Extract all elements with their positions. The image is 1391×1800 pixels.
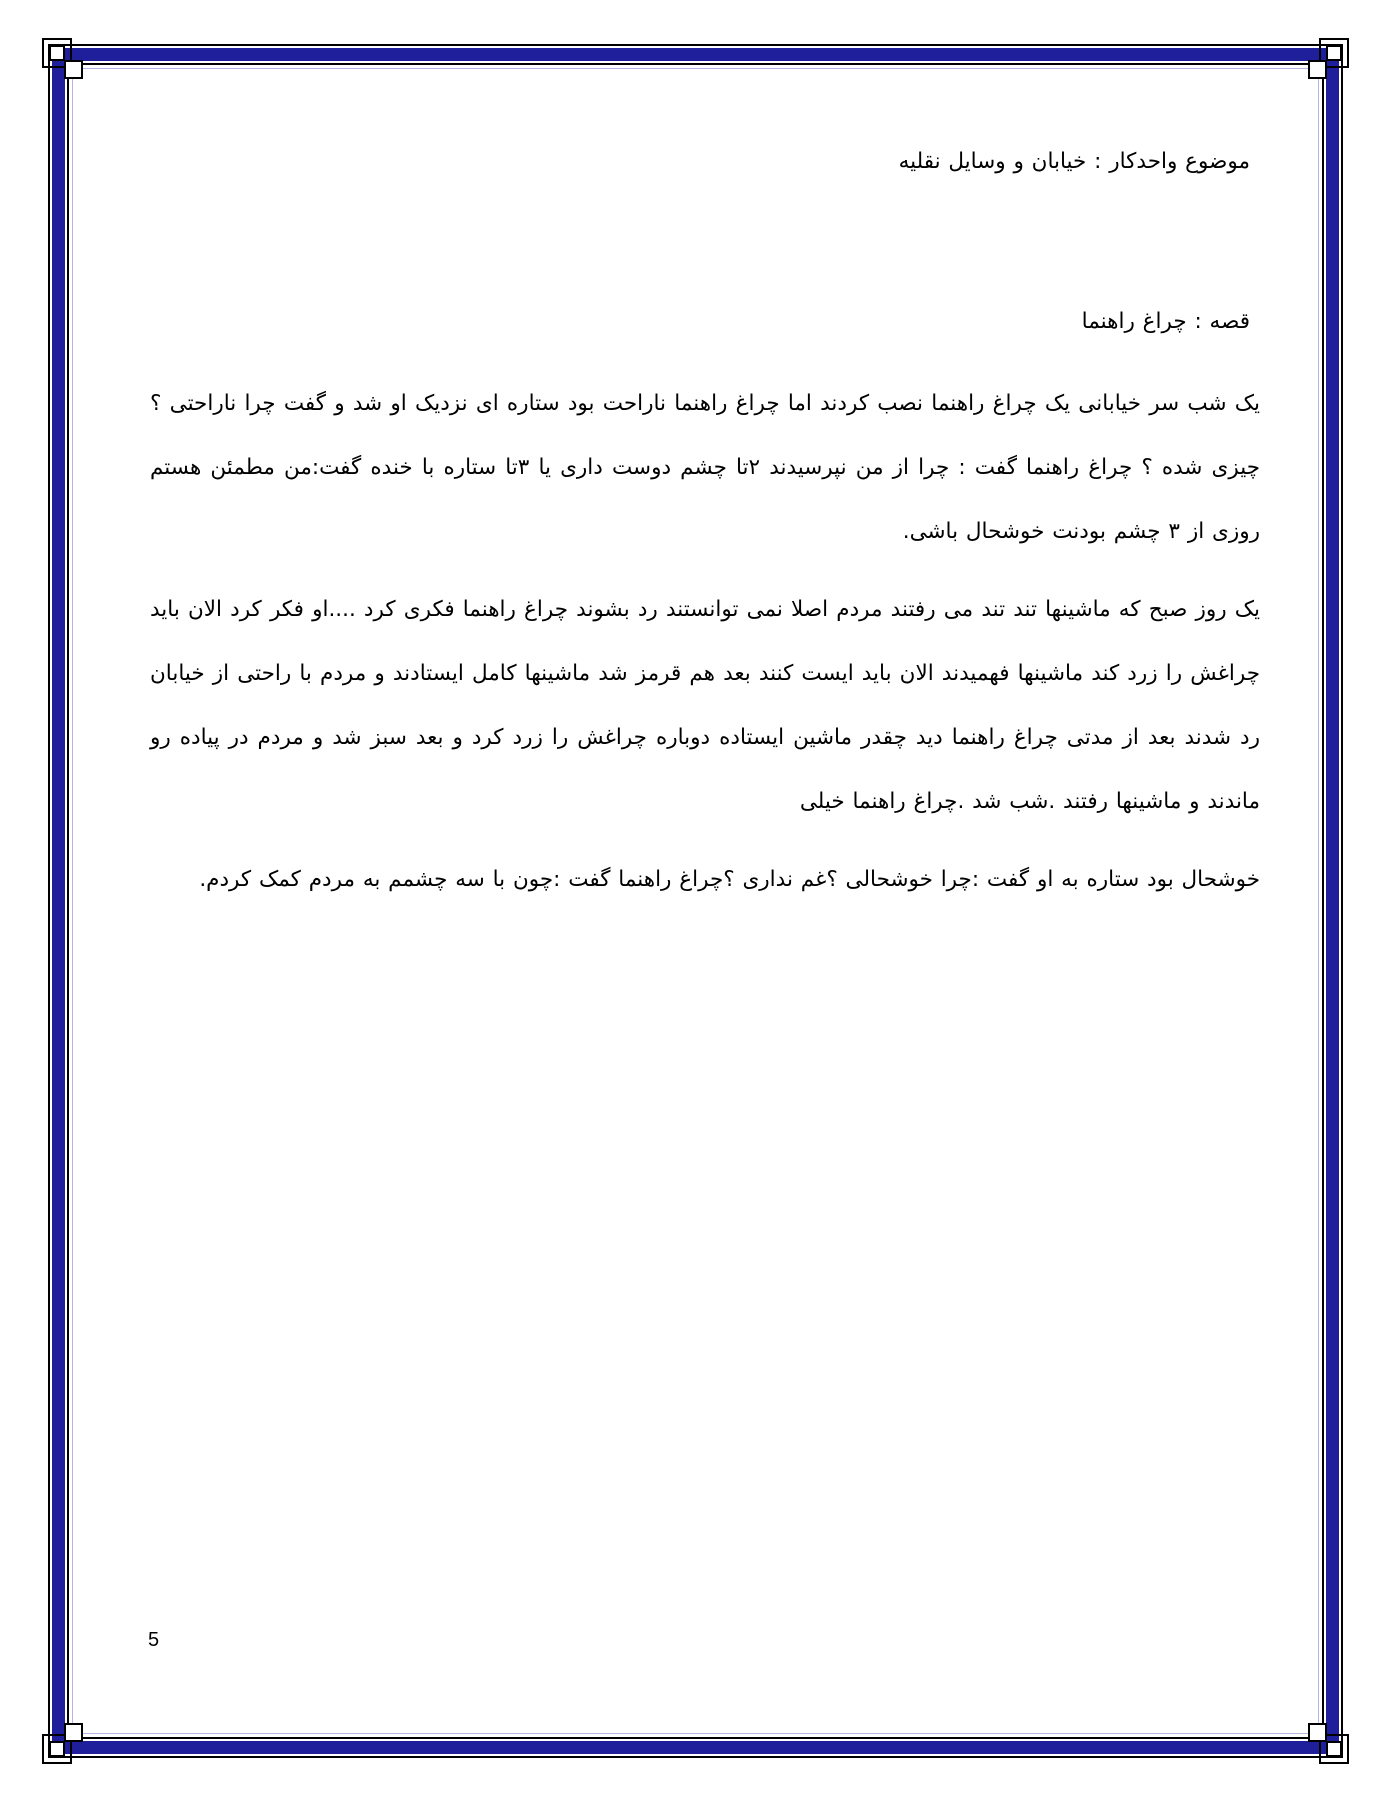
- story-title-heading: قصه : چراغ راهنما: [1081, 309, 1250, 334]
- paragraph-3: خوشحال بود ستاره به او گفت :چرا خوشحالی ؟غم نداری ؟چراغ راهنما گفت :چون با سه چشمم به مردم کمک کردم.: [199, 867, 1260, 892]
- border-notch-bottom-right: [1308, 1723, 1327, 1742]
- border-corner-bottom-left: [42, 1734, 72, 1764]
- border-corner-top-right: [1319, 38, 1349, 68]
- border-notch-top-left: [64, 60, 83, 79]
- border-corner-top-left: [42, 38, 72, 68]
- border-notch-bottom-left: [64, 1723, 83, 1742]
- subject-heading: موضوع واحدكار : خيابان و وسايل نقليه: [898, 149, 1250, 174]
- border-corner-bottom-right: [1319, 1734, 1349, 1764]
- paragraph-2: یک روز صبح که ماشینها تند تند می رفتند مردم اصلا نمی توانستند رد بشوند چراغ راهنما فکری کرد ....او فکر کرد الان باید چراغش را زرد کند ماشینها فهمیدند الان باید ایست کنند بعد هم قرمز شد ماشینها کامل ایستادند و مردم با راحتی از خیابان رد شدند بعد از مدتی چراغ راهنما دید چقدر ماشین ایستاده دوباره چراغش را زرد کرد و بعد سبز شد و مردم در پیاده رو ماندند و ماشینها رفتند .شب شد .چراغ راهنما خیلی: [150, 597, 1260, 814]
- border-notch-top-right: [1308, 60, 1327, 79]
- paragraph-1: یک شب سر خیابانی یک چراغ راهنما نصب کردند اما چراغ راهنما ناراحت بود ستاره ای نزدیک او شد و گفت چرا ناراحتی ؟ چیزی شده ؟ چراغ راهنما گفت : چرا از من نپرسیدند ۲تا چشم دوست داری یا ۳تا ستاره با خنده گفت:من مطمئن هستم روزی از ۳ چشم بودنت خوشحال باشی.: [150, 391, 1260, 544]
- page-number: 5: [148, 1629, 160, 1651]
- document-body: [150, 130, 1260, 912]
